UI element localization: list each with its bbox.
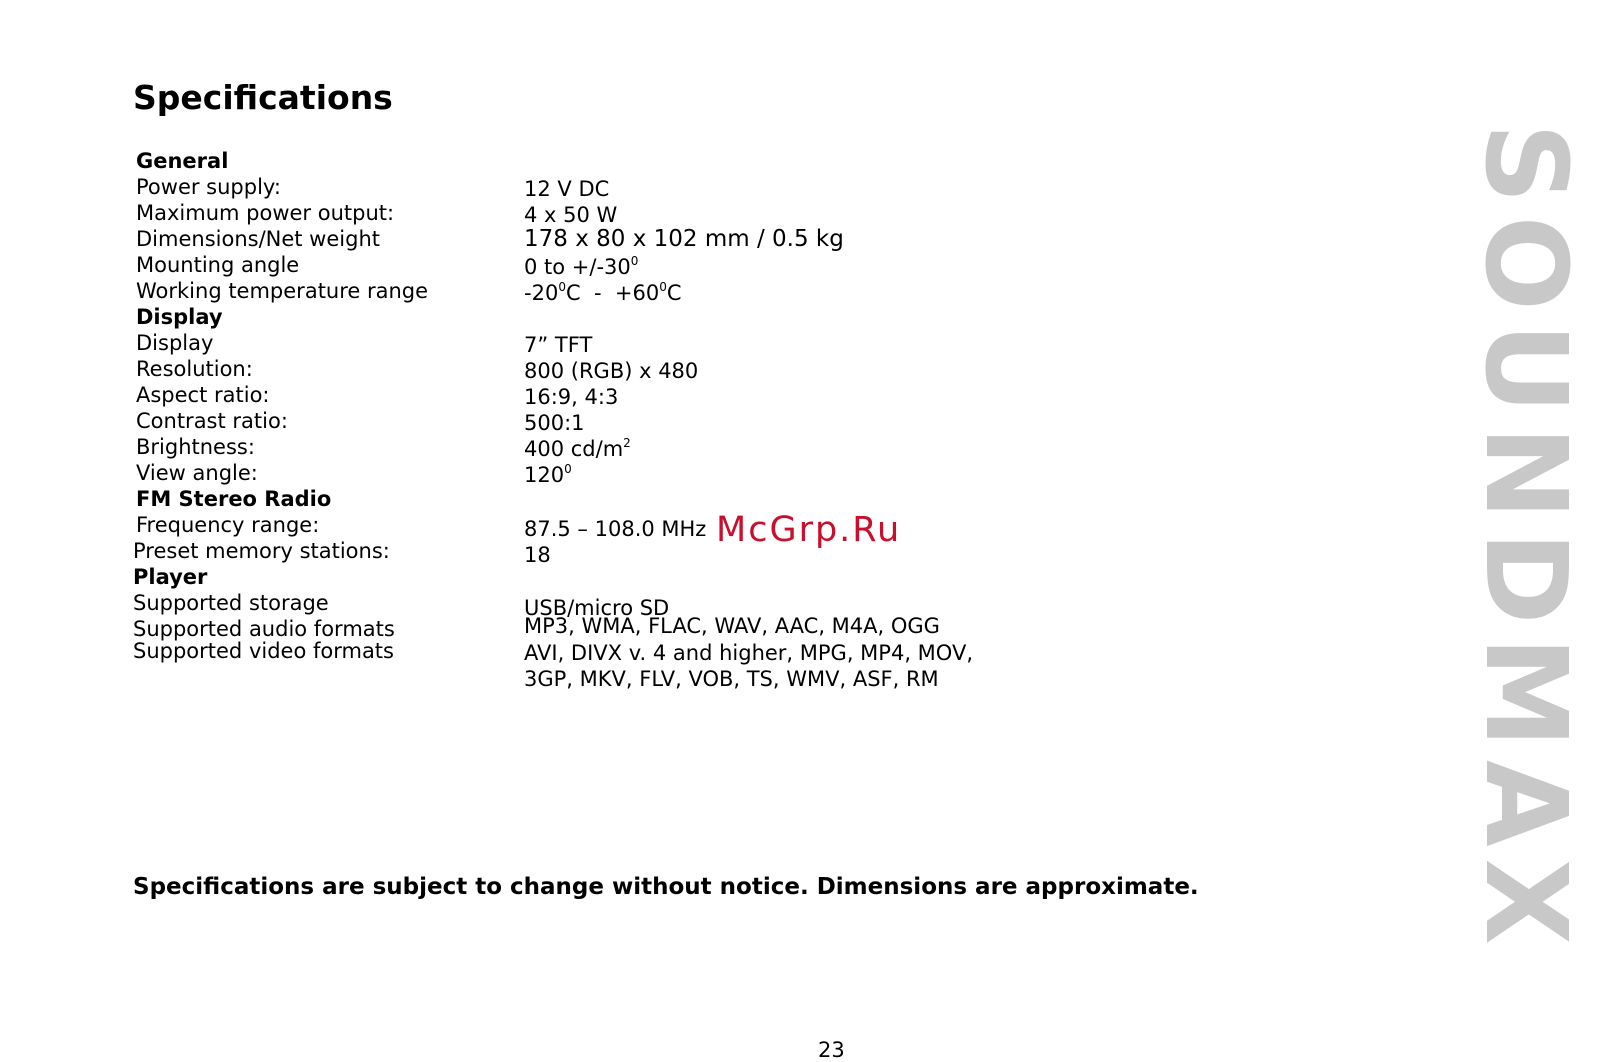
spec-row-aspect-ratio — [0, 382, 1200, 408]
page-title: Specifications — [133, 78, 393, 117]
spec-row-max-power — [0, 200, 1200, 226]
spec-row-dimensions — [0, 226, 1200, 252]
spec-label: Brightness: — [136, 435, 255, 459]
spec-label: Maximum power output: — [136, 201, 395, 225]
spec-value — [524, 254, 638, 280]
spec-label: Supported video formats — [133, 639, 394, 663]
section-heading-general: General — [136, 149, 229, 173]
spec-label: Resolution: — [136, 357, 253, 381]
spec-value-text: 400 cd/m — [524, 437, 624, 461]
spec-label: Frequency range: — [136, 513, 320, 537]
spec-label: Mounting angle — [136, 253, 300, 277]
spec-label: Working temperature range — [136, 279, 429, 303]
spec-label: Preset memory stations: — [133, 539, 390, 563]
spec-label: Aspect ratio: — [136, 383, 270, 407]
spec-value: 7” TFT — [524, 333, 593, 357]
superscript: 0 — [659, 280, 667, 294]
spec-value: 18 — [524, 543, 551, 567]
footer-note: Specifications are subject to change without notice. Dimensions are approximate. — [133, 874, 1199, 900]
spec-row-temperature — [0, 278, 1200, 304]
section-heading-radio: FM Stereo Radio — [136, 487, 332, 511]
section-heading-display: Display — [136, 305, 223, 329]
spec-row-view-angle — [0, 460, 1200, 486]
spec-value: 12 V DC — [524, 177, 610, 201]
superscript: 0 — [630, 254, 639, 268]
spec-value — [524, 462, 572, 488]
spec-value-text: 120 — [524, 463, 565, 487]
spec-value: USB/micro SD — [524, 596, 670, 620]
spec-value-text: -20 — [524, 281, 559, 305]
watermark-text: McGrp.Ru — [716, 510, 902, 550]
superscript: 0 — [564, 462, 572, 476]
spec-row-resolution — [0, 356, 1200, 382]
section-heading-player: Player — [133, 565, 208, 589]
spec-label: View angle: — [136, 461, 258, 485]
spec-label: Supported audio formats — [133, 617, 395, 641]
superscript: 2 — [623, 436, 631, 450]
superscript: 0 — [558, 280, 566, 294]
spec-value: 178 x 80 x 102 mm / 0.5 kg — [524, 226, 844, 252]
spec-row-display — [0, 330, 1200, 356]
spec-row-contrast-ratio — [0, 408, 1200, 434]
spec-row-brightness — [0, 434, 1200, 460]
page-number: 23 — [818, 1038, 845, 1062]
spec-label: Display — [136, 331, 214, 355]
spec-label: Contrast ratio: — [136, 409, 288, 433]
spec-value: 87.5 – 108.0 MHz — [524, 517, 707, 541]
spec-label: Supported storage — [133, 591, 329, 615]
spec-value-text: C - +60 — [565, 281, 660, 305]
spec-row-presets — [0, 538, 1200, 567]
spec-row-power-supply — [0, 174, 1200, 200]
spec-row-video-formats — [0, 638, 1200, 698]
spec-label: Dimensions/Net weight — [136, 227, 380, 251]
spec-label: Power supply: — [136, 175, 281, 199]
spec-value: 3GP, MKV, FLV, VOB, TS, WMV, ASF, RM — [524, 667, 939, 691]
spec-value: 16:9, 4:3 — [524, 385, 619, 409]
spec-value: 500:1 — [524, 411, 585, 435]
spec-value: 800 (RGB) x 480 — [524, 359, 699, 383]
spec-value: MP3, WMA, FLAC, WAV, AAC, M4A, OGG — [524, 614, 940, 638]
spec-value-text: C — [666, 281, 682, 305]
brand-logo: SOUNDMAX — [1460, 122, 1590, 958]
spec-value — [524, 280, 682, 306]
spec-value-text: 0 to +/-30 — [524, 255, 631, 279]
spec-value — [524, 436, 631, 462]
spec-value: 4 x 50 W — [524, 203, 618, 227]
spec-value: AVI, DIVX v. 4 and higher, MPG, MP4, MOV, — [524, 641, 973, 665]
spec-row-mounting-angle — [0, 252, 1200, 278]
spec-row-frequency — [0, 512, 1200, 541]
